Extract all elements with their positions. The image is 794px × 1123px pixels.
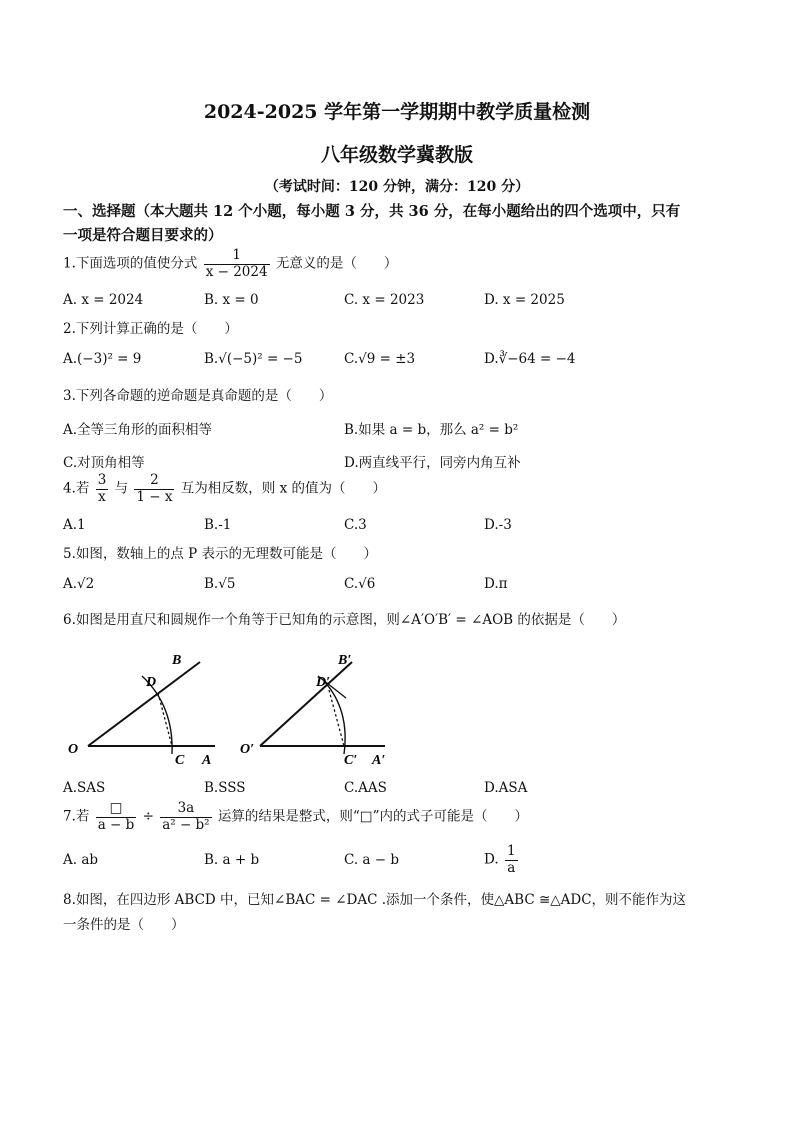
q6-figure-left: [68, 653, 215, 768]
ray-ob: [88, 662, 200, 746]
label-b: B: [172, 653, 182, 668]
question-3: 3.下列各命题的逆命题是真命题的是（ ）: [63, 388, 333, 404]
exam-info: （考试时间：120 分钟，满分：120 分）: [264, 179, 530, 195]
q4-f2-den: 1 − x: [136, 488, 173, 505]
q4-option-b: B.-1: [204, 517, 232, 533]
q7-f2-num: 3a: [160, 801, 211, 818]
q4-stem-mid: 与: [114, 480, 129, 497]
q4-stem-post: 互为相反数，则 x 的值为（ ）: [180, 480, 386, 497]
q7-stem-pre: 7.若: [63, 808, 90, 825]
label-o1: O′: [240, 742, 255, 757]
q1-frac-num: 1: [204, 248, 270, 265]
exam-subtitle: 八年级数学冀教版: [320, 144, 473, 166]
q3-option-c: C.对顶角相等: [63, 455, 145, 471]
q7-option-b: B. a + b: [204, 852, 260, 868]
q5-option-d: D.π: [484, 576, 508, 592]
q2-option-b: B.√(−5)² = −5: [204, 351, 303, 367]
label-c: C: [175, 753, 185, 768]
q5-option-c: C.√6: [344, 576, 376, 592]
q7-fraction-1: [96, 801, 137, 833]
label-d1: D′: [316, 675, 331, 690]
q6-option-a: A.SAS: [63, 780, 106, 796]
q2-option-c: C.√9 = ±3: [344, 351, 416, 367]
q5-option-a: A.√2: [63, 576, 95, 592]
label-c1: C′: [344, 753, 358, 768]
q1-option-d: D. x = 2025: [484, 292, 565, 308]
question-4: [63, 473, 386, 505]
q1-option-b: B. x = 0: [204, 292, 259, 308]
q1-stem-pre: 1.下面选项的值使分式: [63, 255, 198, 272]
label-a: A: [202, 753, 212, 768]
q7-d-den: a: [507, 859, 516, 876]
q2-option-d: D.∛−64 = −4: [484, 351, 576, 367]
q6-option-d: D.ASA: [484, 780, 528, 796]
q7-option-c: C. a − b: [344, 852, 400, 868]
q7-option-d: [484, 844, 520, 876]
q6-option-c: C.AAS: [344, 780, 387, 796]
q4-fraction-1: [96, 473, 109, 505]
q4-f1-den: x: [98, 488, 106, 505]
segment-cd: [158, 693, 172, 746]
q3-option-b: B.如果 a = b，那么 a² = b²: [344, 422, 519, 438]
q4-fraction-2: [134, 473, 174, 505]
q7-fraction-2: [160, 801, 211, 833]
q7-stem-post: 运算的结果是整式，则“□”内的式子可能是（ ）: [217, 808, 528, 825]
q1-fraction: [204, 248, 270, 280]
q7-option-d-label: D.: [484, 851, 499, 868]
q7-f1-num: □: [96, 801, 137, 818]
q4-f2-num: 2: [134, 473, 174, 490]
q3-option-a: A.全等三角形的面积相等: [63, 422, 213, 438]
question-2: 2.下列计算正确的是（ ）: [63, 321, 238, 337]
q4-option-c: C.3: [344, 517, 367, 533]
question-6: 6.如图是用直尺和圆规作一个角等于已知角的示意图，则∠A′O′B′ = ∠AOB 的依据是（ ）: [63, 612, 626, 628]
q7-option-d-fraction: [505, 844, 518, 876]
q1-stem-post: 无意义的是（ ）: [275, 255, 398, 272]
question-1: [63, 248, 397, 280]
q7-f1-den: a − b: [97, 816, 135, 833]
q7-option-a: A. ab: [63, 852, 99, 868]
q1-option-c: C. x = 2023: [344, 292, 425, 308]
q4-f1-num: 3: [97, 472, 107, 488]
q6-figure: [60, 636, 400, 772]
q6-option-b: B.SSS: [204, 780, 246, 796]
q4-option-a: A.1: [63, 517, 86, 533]
label-o: O: [68, 742, 79, 757]
q1-option-a: A. x = 2024: [63, 292, 144, 308]
q6-figure-right: [240, 653, 385, 768]
q7-d-num: 1: [506, 843, 516, 859]
question-7: [63, 801, 528, 833]
question-8: 8.如图，在四边形 ABCD 中，已知∠BAC = ∠DAC .添加一个条件，使△ABC ≅△ADC，则不能作为这: [63, 892, 687, 908]
q2-option-a: A.(−3)² = 9: [63, 351, 142, 367]
q4-option-d: D.-3: [484, 517, 512, 533]
q3-option-d: D.两直线平行，同旁内角互补: [344, 455, 521, 471]
q1-frac-den: x − 2024: [205, 263, 268, 280]
label-d: D: [146, 675, 157, 690]
label-b1: B′: [338, 653, 352, 668]
section-heading: 一、选择题（本大题共 12 个小题，每小题 3 分，共 36 分，在每小题给出的四个选项中，只有: [63, 203, 681, 220]
arc-c1d1: [324, 681, 345, 754]
q5-option-b: B.√5: [204, 576, 236, 592]
exam-title: 2024-2025 学年第一学期期中教学质量检测: [203, 101, 591, 123]
label-a1: A′: [372, 753, 386, 768]
q7-operator: ÷: [142, 808, 154, 825]
section-heading-cont: 一项是符合题目要求的）: [63, 227, 223, 244]
q4-stem-pre: 4.若: [63, 480, 90, 497]
question-5: 5.如图，数轴上的点 P 表示的无理数可能是（ ）: [63, 546, 378, 562]
q7-f2-den: a² − b²: [162, 816, 210, 833]
question-8-cont: 一条件的是（ ）: [63, 917, 185, 933]
